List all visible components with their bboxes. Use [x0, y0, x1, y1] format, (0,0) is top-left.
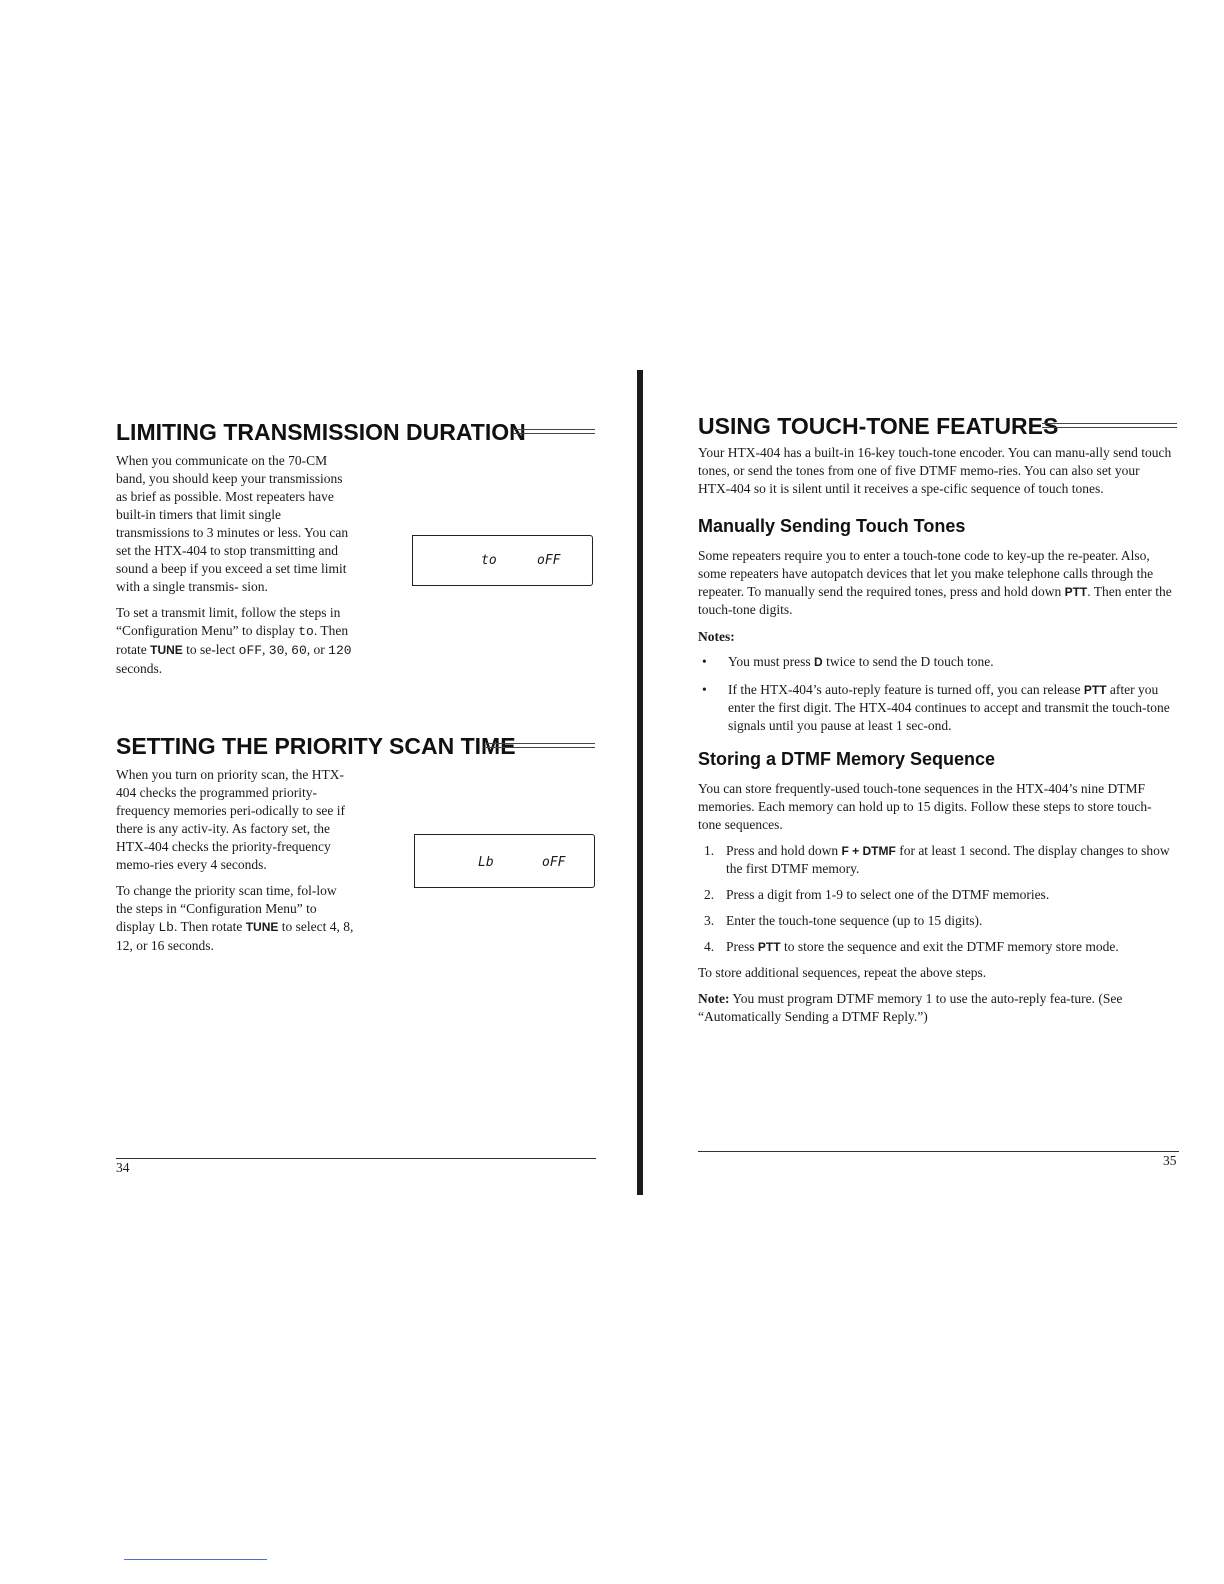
text: ,: [284, 642, 292, 657]
key-label: TUNE: [150, 643, 183, 657]
text: for at least 1 second. The display changes to show the first DTMF memory.: [726, 843, 1170, 876]
paragraph-note: [698, 990, 1174, 1026]
note-label: Note:: [698, 991, 730, 1006]
text: Press a digit from 1-9 to select one of the DTMF memories.: [726, 887, 1050, 902]
display-code: 30: [268, 643, 285, 658]
text: to select 4, 8, 12, or 16 seconds.: [116, 919, 354, 953]
page-number-right: 35: [1163, 1153, 1177, 1168]
list-item: [698, 886, 1174, 904]
text: To set a transmit limit, follow the steps in “Configuration Menu” to display: [116, 605, 341, 638]
text: , or: [306, 642, 329, 657]
text: after you enter the first digit. The HTX-404 continues to accept and transmit the touch-tone signals until you pause at least 1 sec-ond.: [728, 682, 1170, 733]
paragraph-touch-tone-intro: Your HTX-404 has a built-in 16-key touch-tone encoder. You can manu-ally send touch tones, or send the tones from one of five DTMF memo-ries. You can also set your HTX-404 so it is silent until it receives a spe-cific sequence of touch tones.: [698, 445, 1172, 496]
list-item: [698, 681, 1174, 735]
key-label: PTT: [1083, 683, 1107, 697]
text: Some repeaters require you to enter a touch-tone code to key-up the re-peater. Also, some repeaters have autopatch devices that let you make telephone calls through the repeater. To manually send the required tones, press and hold down: [698, 548, 1154, 599]
title-rule: [513, 429, 595, 434]
paragraph-dtmf-intro: You can store frequently-used touch-tone sequences in the HTX-404’s nine DTMF memories. Each memory can hold up to 15 digits. Follow these steps to store touch-tone sequences.: [698, 781, 1152, 832]
section-body-touch-tone: [698, 444, 1174, 1026]
step-number: 4.: [704, 939, 715, 954]
footer-rule: [116, 1158, 596, 1159]
text: Press and hold down: [726, 843, 842, 858]
footer-rule: [698, 1151, 1179, 1152]
lcd-display-to: [412, 535, 593, 586]
list-item: [698, 842, 1174, 878]
text: You must press: [728, 654, 815, 669]
paragraph-transmit-limit: [116, 604, 356, 678]
page-number-left: 34: [116, 1160, 130, 1175]
list-item: [698, 653, 1174, 671]
text: to se-lect: [182, 642, 239, 657]
text: to store the sequence and exit the DTMF memory store mode.: [780, 939, 1119, 954]
subsection-title-dtmf-memory: Storing a DTMF Memory Sequence: [698, 749, 996, 769]
list-item: [698, 938, 1174, 956]
display-code: 60: [291, 643, 307, 658]
section-title-touch-tone: USING TOUCH-TONE FEATURES: [698, 413, 1059, 439]
step-number: 3.: [704, 913, 715, 928]
lcd-display-lb: [414, 834, 595, 888]
text: . Then enter the touch-tone digits.: [698, 584, 1172, 617]
text: seconds.: [116, 661, 163, 676]
key-label: TUNE: [245, 920, 279, 934]
display-code: to: [298, 624, 314, 639]
display-code: 120: [328, 643, 352, 658]
stray-line: [124, 1559, 267, 1560]
section-body-priority: [116, 766, 356, 955]
subsection-title-manual-send: Manually Sending Touch Tones: [698, 516, 966, 536]
display-code: oFF: [238, 643, 263, 658]
section-title-priority-scan: SETTING THE PRIORITY SCAN TIME: [116, 733, 516, 759]
text: Enter the touch-tone sequence (up to 15 digits).: [726, 913, 983, 928]
lcd-right-segment: oFF: [537, 553, 561, 568]
text: ,: [262, 642, 269, 657]
lcd-left-segment: to: [481, 553, 497, 568]
key-label: PTT: [757, 940, 781, 954]
step-number: 1.: [704, 843, 715, 858]
text: You must program DTMF memory 1 to use the auto-reply fea-ture. (See “Automatically Sending a DTMF Reply.”): [698, 991, 1123, 1024]
title-rule: [486, 743, 595, 748]
paragraph-priority-intro: When you turn on priority scan, the HTX-404 checks the programmed priority-frequency memories peri-odically to see if there is any activ-ity. As factory set, the HTX-404 checks the priority-frequency memo-ries every 4 seconds.: [116, 767, 346, 872]
text: Press: [726, 939, 758, 954]
key-label: F + DTMF: [841, 844, 896, 858]
paragraph-manual-send: [698, 547, 1174, 619]
text: twice to send the D touch tone.: [822, 654, 994, 669]
notes-label: Notes:: [698, 629, 735, 644]
display-code: Lb: [158, 920, 174, 935]
book-spine: [637, 370, 643, 1195]
key-label: PTT: [1064, 585, 1088, 599]
key-label: D: [814, 655, 823, 669]
steps-list: [698, 842, 1174, 956]
notes-list: [698, 653, 1174, 735]
lcd-left-segment: Lb: [478, 855, 494, 870]
text: . Then rotate: [173, 919, 246, 934]
text: To change the priority scan time, fol-low the steps in “Configuration Menu” to display: [116, 883, 337, 934]
paragraph-repeat: To store additional sequences, repeat the above steps.: [698, 965, 987, 980]
step-number: 2.: [704, 887, 715, 902]
section-title-limiting-transmission: LIMITING TRANSMISSION DURATION: [116, 419, 526, 445]
paragraph-transmission-intro: When you communicate on the 70-CM band, you should keep your transmissions as brief as possible. Most repeaters have built-in timers that limit single transmissions to 3 minutes or less. You can set the HTX-404 to stop transmitting and sound a beep if you exceed a set time limit with a single transmis- sion.: [116, 453, 349, 594]
paragraph-priority-change: [116, 882, 356, 955]
section-body-limiting: [116, 452, 356, 678]
title-rule: [1042, 423, 1177, 428]
lcd-right-segment: oFF: [542, 855, 566, 870]
text: . Then rotate: [116, 623, 349, 657]
list-item: [698, 912, 1174, 930]
text: If the HTX-404’s auto-reply feature is turned off, you can release: [728, 682, 1084, 697]
